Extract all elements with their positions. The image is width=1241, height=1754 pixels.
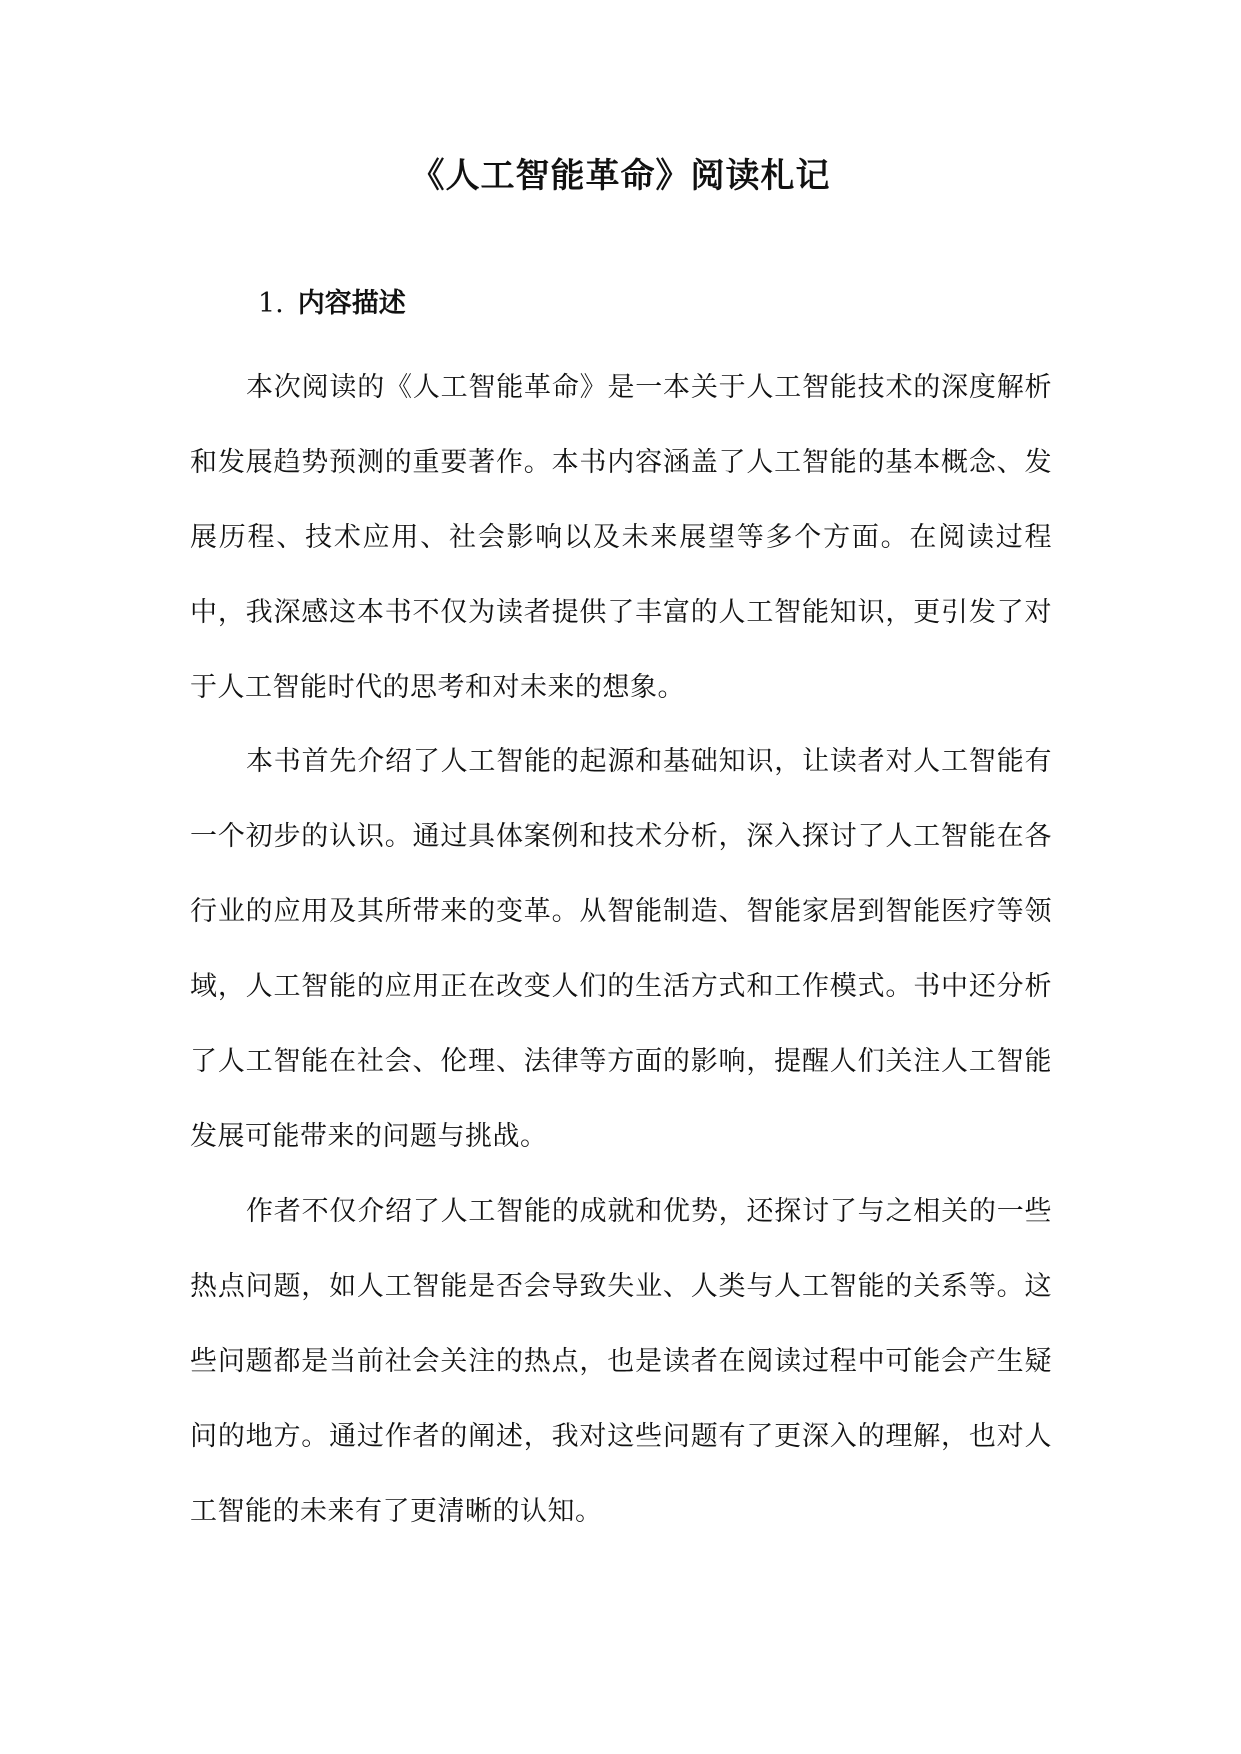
section-heading <box>258 280 406 328</box>
section-title: 内容描述 <box>297 288 406 319</box>
paragraph-1: 本次阅读的《人工智能革命》是一本关于人工智能技术的深度解析和发展趋势预测的重要著作。本书内容涵盖了人工智能的基本概念、发展历程、技术应用、社会影响以及未来展望等多个方面。在阅读过程中，我深感这本书不仅为读者提供了丰富的人工智能知识，更引发了对于人工智能时代的思考和对未来的想象。 <box>190 372 1052 703</box>
section-number: 1. <box>258 288 284 319</box>
document-title: 《人工智能革命》阅读札记 <box>410 156 831 196</box>
paragraph-2: 本书首先介绍了人工智能的起源和基础知识，让读者对人工智能有一个初步的认识。通过具体案例和技术分析，深入探讨了人工智能在各行业的应用及其所带来的变革。从智能制造、智能家居到智能医疗等领域，人工智能的应用正在改变人们的生活方式和工作模式。书中还分析了人工智能在社会、伦理、法律等方面的影响，提醒人们关注人工智能发展可能带来的问题与挑战。 <box>190 746 1052 1152</box>
paragraph-3: 作者不仅介绍了人工智能的成就和优势，还探讨了与之相关的一些热点问题，如人工智能是否会导致失业、人类与人工智能的关系等。这些问题都是当前社会关注的热点，也是读者在阅读过程中可能会产生疑问的地方。通过作者的阐述，我对这些问题有了更深入的理解，也对人工智能的未来有了更清晰的认知。 <box>190 1196 1052 1527</box>
